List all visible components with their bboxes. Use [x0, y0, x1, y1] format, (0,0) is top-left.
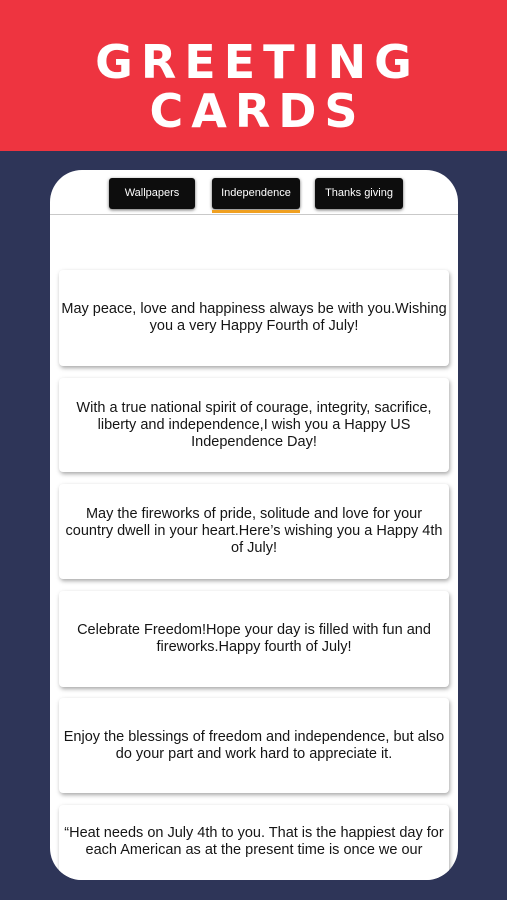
message-text: May the fireworks of pride, solitude and love for your country dwell in your heart.Here’s wishing you a Happy 4th of July! — [65, 506, 443, 556]
phone-screen — [50, 170, 458, 880]
message-text: With a true national spirit of courage, integrity, sacrifice, liberty and independence,I wish you a Happy US Independence Day! — [76, 399, 432, 450]
tab-independence[interactable]: Independence — [212, 178, 300, 209]
message-card[interactable] — [59, 484, 449, 579]
message-card[interactable] — [59, 378, 449, 472]
message-text: Enjoy the blessings of freedom and independence, but also do your part and work hard to appreciate it. — [63, 728, 445, 762]
tab-wallpapers[interactable]: Wallpapers — [109, 178, 195, 209]
tab-thanks-giving[interactable]: Thanks giving — [315, 178, 403, 209]
message-text: Celebrate Freedom!Hope your day is filled with fun and fireworks.Happy fourth of July! — [77, 622, 431, 655]
category-tab-bar — [50, 170, 458, 215]
message-card[interactable] — [59, 591, 449, 687]
message-card[interactable] — [59, 698, 449, 793]
banner-title-line2: CARDS — [149, 84, 366, 138]
message-card[interactable] — [59, 805, 449, 880]
message-text: May peace, love and happiness always be with you.Wishing you a very Happy Fourth of July! — [61, 301, 447, 334]
message-text: “Heat needs on July 4th to you. That is the happiest day for each American as at the present time is once we our — [64, 825, 444, 858]
header-banner — [0, 0, 507, 151]
banner-title-line1: GREETING — [95, 35, 420, 89]
active-tab-indicator — [212, 210, 300, 213]
message-card[interactable] — [59, 270, 449, 366]
